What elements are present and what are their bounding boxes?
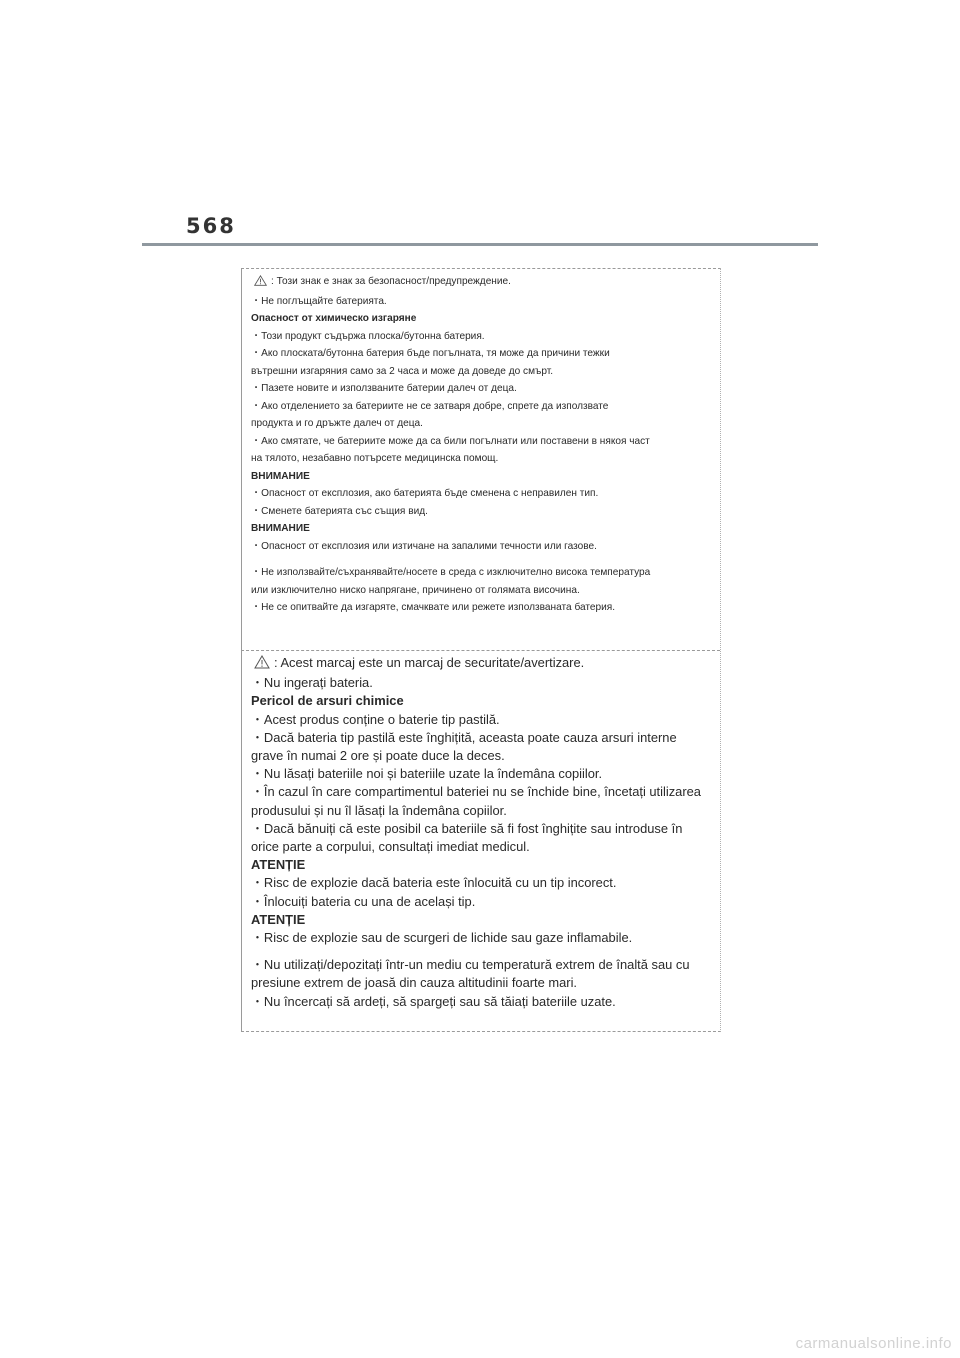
text-line: ・Сменете батерията със същия вид. [251,505,428,517]
site-watermark: carmanualsonline.info [795,1335,952,1352]
bulgarian-section [251,273,711,617]
text-line: ・Не поглъщайте батерията. [251,295,387,307]
text-line: produsului și nu îl lăsați la îndemâna copiilor. [251,802,507,818]
text-line: ・Не използвайте/съхранявайте/носете в среда с изключително висока температура [251,567,651,578]
text-line: ・Dacă bănuiți că este posibil ca bateriile să fi fost înghițite sau introduse în [251,820,683,836]
text-line: orice parte a corpului, consultați imediat medicul. [251,839,530,855]
warning-triangle-icon [254,275,267,293]
text-line: ・Înlocuiți bateria cu una de același tip. [251,893,476,909]
text-line: ・Risc de explozie dacă bateria este înlocuită cu un tip incorect. [251,875,617,891]
text-line: ・Nu ingerați bateria. [251,675,373,691]
text-line: продукта и го дръжте далеч от деца. [251,418,423,429]
text-line: ・Не се опитвайте да изгаряте, смачквате или режете използваната батерия. [251,602,616,613]
section-heading: ВНИМАНИЕ [251,523,310,534]
warning-triangle-icon [254,655,270,674]
text-line: вътрешни изгаряния само за 2 часа и може да доведе до смърт. [251,365,554,377]
text-line: grave în numai 2 ore și poate duce la deces. [251,748,505,764]
text-line: на тялото, незабавно потърсете медицинска помощ. [251,453,499,464]
text-line: ・Nu încercați să ardeți, să spargeți sau să tăiați bateriile uzate. [251,993,616,1009]
text-line: ・Опасност от експлозия, ако батерията бъде сменена с неправилен тип. [251,488,599,499]
text-line: ・Ако смятате, че батериите може да са били погълнати или поставени в някоя част [251,435,650,447]
text-line: ・Acest produs conține o baterie tip pastilă. [251,711,500,727]
text-line: ・Nu utilizați/depozitați într-un mediu cu temperatură extrem de înaltă sau cu [251,957,690,973]
ro-warning-mark-row [251,654,711,674]
bg-lines-after-gap [251,564,711,617]
text-line: ・Този продукт съдържа плоска/бутонна батерия. [251,330,485,342]
page-number: 568 [186,214,236,238]
ro-lines [251,674,711,947]
text-line: или изключително ниско напрягане, причинено от голямата височина. [251,584,580,596]
ro-warning-mark-text: : Acest marcaj este un marcaj de securitate/avertizare. [274,655,585,670]
ro-gap [251,947,711,956]
bg-warning-mark-text: : Този знак е знак за безопасност/предупреждение. [271,276,511,287]
ro-lines-after-gap [251,956,711,1011]
section-heading: Pericol de arsuri chimice [251,693,404,709]
section-heading: ATENȚIE [251,857,306,873]
bg-warning-mark-row [251,273,711,293]
section-heading: ВНИМАНИЕ [251,470,310,482]
text-line: ・Ако отделението за батериите не се затваря добре, спрете да използвате [251,400,609,412]
text-line: ・Risc de explozie sau de scurgeri de lichide sau gaze inflamabile. [251,930,633,946]
text-line: ・Пазете новите и използваните батерии далеч от деца. [251,383,517,394]
bg-lines [251,293,711,556]
text-line: ・În cazul în care compartimentul bateriei nu se închide bine, încetați utilizarea [251,784,701,800]
section-heading: Опасност от химическо изгаряне [251,313,417,324]
romanian-section [251,654,711,1011]
section-heading: ATENȚIE [251,911,306,927]
text-line: ・Опасност от експлозия или изтичане на запалими течности или газове. [251,540,597,552]
header-rule [142,243,818,246]
language-divider [241,650,720,651]
bg-gap [251,555,711,564]
text-line: ・Nu lăsați bateriile noi și bateriile uzate la îndemâna copiilor. [251,766,603,782]
text-line: ・Ако плоската/бутонна батерия бъде погълната, тя може да причини тежки [251,348,610,359]
text-line: presiune extrem de joasă din cauza altitudinii foarte mari. [251,975,578,991]
text-line: ・Dacă bateria tip pastilă este înghițită, aceasta poate cauza arsuri interne [251,729,677,745]
